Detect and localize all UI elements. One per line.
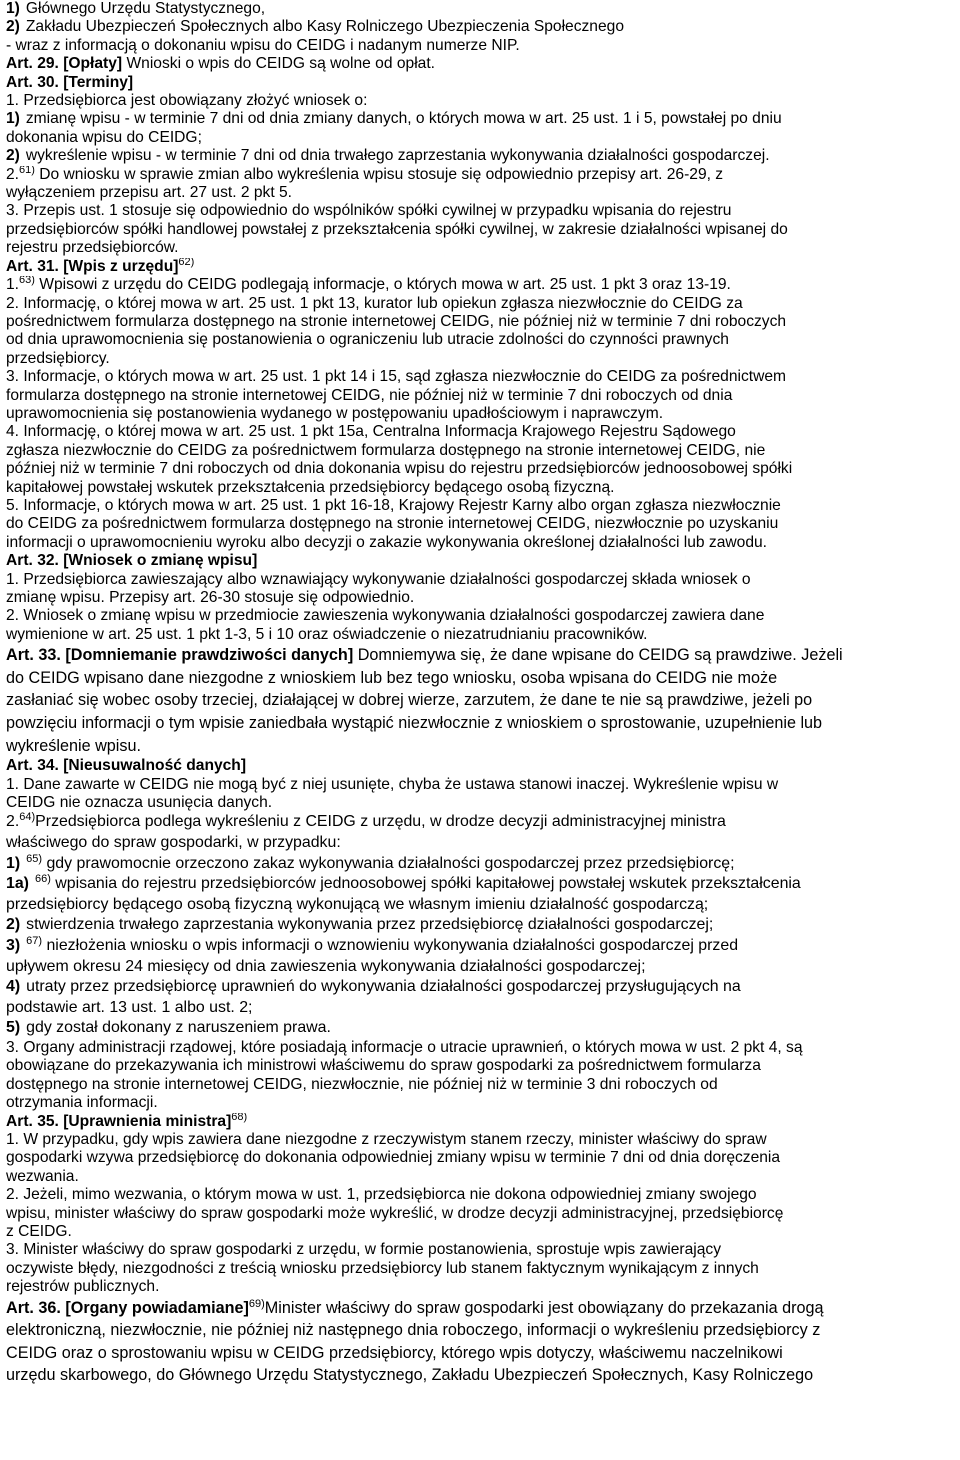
line-text: - wraz z informacją o dokonaniu wpisu do CEIDG i nadanym numerze NIP.	[6, 36, 520, 54]
footnote-ref: 67)	[26, 935, 43, 947]
line-text-continued: Do wniosku w sprawie zmian albo wykreślenia wpisu stosuje się odpowiednio przepisy art. 26-29, z	[34, 165, 724, 183]
line-text: CEIDG oraz o sprostowaniu wpisu w CEIDG przedsiębiorcy, którego wpis dotyczy, właściwemu naczelnikowi	[6, 1343, 783, 1362]
article-heading: Art. 29. [Opłaty]	[6, 55, 123, 73]
footnote-ref: 62)	[178, 257, 195, 268]
line-text: obowiązane do przekazywania ich ministrowi właściwemu do spraw gospodarki za pośrednictwem formularza	[6, 1057, 761, 1075]
list-marker: 2)	[6, 147, 20, 165]
text-line	[6, 202, 954, 220]
list-marker: 2)	[6, 916, 21, 934]
text-line	[6, 1205, 954, 1223]
text-line	[6, 0, 954, 18]
text-line	[6, 1297, 954, 1320]
text-line	[6, 794, 954, 812]
text-line	[6, 147, 954, 165]
line-text-continued: Przedsiębiorca podlega wykreśleniu z CEIDG z urzędu, w drodze decyzji administracyjnej ministra	[35, 813, 726, 831]
line-text-continued: Wpisowi z urzędu do CEIDG podlegają informacje, o których mowa w art. 25 ust. 1 pkt 3 oraz 13-19.	[34, 276, 731, 294]
text-line	[6, 957, 954, 978]
text-line	[6, 757, 954, 775]
line-text: dokonania wpisu do CEIDG;	[6, 128, 202, 146]
footnote-ref: 63)	[19, 276, 35, 287]
text-line	[6, 1319, 954, 1342]
line-text: wykreślenie wpisu - w terminie 7 dni od dnia trwałego zaprzestania wykonywania działalności gospodarczej.	[25, 147, 770, 165]
line-text: 2. Informację, o której mowa w art. 25 ust. 1 pkt 13, kurator lub opiekun zgłasza niezwłocznie do CEIDG za	[6, 294, 743, 312]
text-line	[6, 915, 954, 936]
text-line	[6, 184, 954, 202]
line-text: przedsiębiorców spółki handlowej powstałej z przekształcenia spółki cywilnej, w zakresie działalności wpisanej do	[6, 220, 788, 238]
footnote-ref: 69)	[248, 1297, 265, 1310]
text-line	[6, 735, 954, 758]
line-text: zasłaniać się wobec osoby trzeciej, działającej w dobrej wierze, zarzutem, że dane te nie są prawdziwe, jeżeli po	[6, 691, 813, 710]
text-line	[6, 1057, 954, 1075]
line-text: Wnioski o wpis do CEIDG są wolne od opłat.	[122, 55, 435, 73]
footnote-ref: 66)	[34, 874, 51, 886]
text-line	[6, 1168, 954, 1186]
line-text: wezwania.	[6, 1167, 79, 1185]
line-text: zmianę wpisu. Przepisy art. 26-30 stosuje się odpowiednio.	[6, 589, 415, 606]
text-line	[6, 667, 954, 690]
line-text: zgłasza niezwłocznie do CEIDG za pośrednictwem formularza dostępnego na stronie internetowej CEIDG, nie	[6, 441, 766, 459]
footnote-ref: 64)	[19, 812, 36, 824]
text-line	[6, 239, 954, 257]
line-text: 1.	[6, 276, 20, 294]
text-line	[6, 350, 954, 368]
text-line	[6, 497, 954, 515]
list-marker: 2)	[6, 18, 20, 36]
article-heading: Art. 32. [Wniosek o zmianę wpisu]	[6, 552, 258, 570]
line-text: podstawie art. 13 ust. 1 albo ust. 2;	[6, 998, 253, 1016]
line-text: wykreślenie wpisu.	[6, 736, 141, 755]
line-text: Głównego Urzędu Statystycznego,	[25, 0, 266, 17]
text-line	[6, 712, 954, 735]
list-marker: 5)	[6, 1019, 21, 1037]
line-text: CEIDG nie oznacza usunięcia danych.	[6, 794, 273, 811]
list-marker: 1)	[6, 0, 20, 17]
line-text: pośrednictwem formularza dostępnego na stronie internetowej CEIDG, nie później niż w terminie 7 dni roboczych	[6, 312, 787, 330]
list-marker: 4)	[6, 978, 21, 996]
line-text: 1. Dane zawarte w CEIDG nie mogą być z niej usunięte, chyba że ustawa stanowi inaczej. Wykreślenie wpisu w	[6, 775, 779, 793]
text-line	[6, 460, 954, 478]
line-text: 2. Jeżeli, mimo wezwania, o którym mowa w ust. 1, przedsiębiorca nie dokona odpowiedniej zmiany swojego	[6, 1186, 757, 1204]
text-line	[6, 1223, 954, 1241]
line-text: przedsiębiorcy.	[6, 349, 110, 367]
text-line	[6, 1076, 954, 1094]
text-line	[6, 1241, 954, 1259]
line-text: 3. Informacje, o których mowa w art. 25 ust. 1 pkt 14 i 15, sąd zgłasza niezwłocznie do CEIDG za pośrednictwem	[6, 368, 787, 386]
text-line	[6, 92, 954, 110]
line-text: otrzymania informacji.	[6, 1094, 158, 1112]
text-line	[6, 258, 954, 276]
line-text: wyłączeniem przepisu art. 27 ust. 2 pkt 5.	[6, 184, 293, 202]
line-text: 1. Przedsiębiorca zawieszający albo wznawiający wykonywanie działalności gospodarczej składa wniosek o	[6, 570, 751, 588]
article-heading: Art. 33. [Domniemanie prawdziwości danych]	[6, 646, 354, 665]
text-line	[6, 221, 954, 239]
line-text: 1. W przypadku, gdy wpis zawiera dane niezgodne z rzeczywistym stanem rzeczy, minister właściwy do spraw	[6, 1130, 767, 1148]
text-line	[6, 166, 954, 184]
text-line	[6, 1131, 954, 1149]
text-line	[6, 1260, 954, 1278]
text-line	[6, 515, 954, 533]
text-line	[6, 833, 954, 854]
list-marker: 1)	[6, 854, 21, 872]
text-line	[6, 1113, 954, 1131]
text-line	[6, 1094, 954, 1112]
text-line	[6, 644, 954, 667]
line-text: rejestrów publicznych.	[6, 1278, 160, 1296]
line-text: formularza dostępnego na stronie internetowej CEIDG, nie później niż w terminie 7 dni roboczych od dnia	[6, 386, 733, 404]
text-line	[6, 1186, 954, 1204]
line-text: przedsiębiorcy będącego osobą fizyczną wykonującą we własnym imieniu działalność gospodarczą;	[6, 895, 709, 913]
text-line	[6, 534, 954, 552]
text-line	[6, 895, 954, 916]
line-text: 1. Przedsiębiorca jest obowiązany złożyć wniosek o:	[6, 92, 368, 110]
text-line	[6, 368, 954, 386]
line-text: informacji o uprawomocnieniu wyroku albo decyzji o zakazie wykonywania określonej działalności lub zawodu.	[6, 533, 768, 551]
text-line	[6, 405, 954, 423]
text-line	[6, 479, 954, 497]
line-text: do CEIDG wpisano dane niezgodne z wnioskiem lub bez tego wniosku, osoba wpisana do CEIDG nie może	[6, 668, 778, 687]
line-text: 5. Informacje, o których mowa w art. 25 ust. 1 pkt 16-18, Krajowy Rejestr Karny albo organ zgłasza niezwłocznie	[6, 496, 781, 514]
text-line	[6, 110, 954, 128]
text-line	[6, 589, 954, 607]
text-line	[6, 18, 954, 36]
line-text: właściwego do spraw gospodarki, w przypadku:	[6, 834, 341, 851]
text-line	[6, 936, 954, 957]
line-text: od dnia uprawomocnienia się postanowienia o ograniczeniu lub utracie zdolności do czynności prawnych	[6, 331, 729, 349]
line-text-continued: gdy prawomocnie orzeczono zakaz wykonywania działalności gospodarczej przez przedsiębiorcę;	[42, 854, 735, 872]
line-text: kapitałowej powstałej wskutek przekształcenia przedsiębiorcy będącego osobą fizyczną.	[6, 478, 615, 496]
text-line	[6, 55, 954, 73]
article-heading: Art. 35. [Uprawnienia ministra]	[6, 1112, 232, 1130]
line-text: 2. Wniosek o zmianę wpisu w przedmiocie zawieszenia wykonywania działalności gospodarczej zawiera dane	[6, 607, 765, 625]
text-line	[6, 1278, 954, 1296]
line-text: urzędu skarbowego, do Głównego Urzędu Statystycznego, Zakładu Ubezpieczeń Społecznych, Kasy Rolniczego	[6, 1366, 814, 1385]
text-line	[6, 776, 954, 794]
text-line	[6, 1342, 954, 1365]
text-line	[6, 998, 954, 1019]
line-text-continued: Minister właściwy do spraw gospodarki jest obowiązany do przekazania drogą	[264, 1298, 824, 1317]
line-text-continued: wpisania do rejestru przedsiębiorców jednoosobowej spółki kapitałowej powstałej wskutek przekształcenia	[50, 875, 801, 893]
text-line	[6, 129, 954, 147]
text-line	[6, 442, 954, 460]
line-text: wpisu, minister właściwy do spraw gospodarki może wykreślić, w drodze decyzji administracyjnej, przedsiębiorcę	[6, 1204, 784, 1222]
list-marker: 1a)	[6, 875, 29, 893]
line-text: 3. Przepis ust. 1 stosuje się odpowiednio do wspólników spółki cywilnej w przypadku wpisania do rejestru	[6, 202, 732, 220]
text-line	[6, 74, 954, 92]
text-line	[6, 1149, 954, 1167]
line-text: powzięciu informacji o tym wpisie zaniedbała wystąpić niezwłocznie z wnioskiem o sprostowanie, uzupełnienie lub	[6, 714, 823, 732]
text-line	[6, 552, 954, 570]
line-text: Zakładu Ubezpieczeń Społecznych albo Kasy Rolniczego Ubezpieczenia Społecznego	[25, 18, 624, 36]
footnote-ref: 68)	[231, 1112, 248, 1123]
line-text: elektroniczną, niezwłocznie, nie później niż następnego dnia roboczego, informacji o wykreśleniu przedsiębiorcy z	[6, 1321, 821, 1340]
text-line	[6, 607, 954, 625]
text-line	[6, 387, 954, 405]
text-line	[6, 812, 954, 833]
line-text: 3. Organy administracji rządowej, które posiadają informacje o utracie uprawnień, o których mowa w ust. 2 pkt 4, są	[6, 1038, 803, 1056]
list-marker: 1)	[6, 110, 20, 128]
text-line	[6, 1018, 954, 1039]
text-line	[6, 37, 954, 55]
text-line	[6, 1039, 954, 1057]
footnote-ref: 61)	[19, 165, 35, 176]
article-heading: Art. 30. [Terminy]	[6, 73, 134, 91]
line-text: do CEIDG za pośrednictwem formularza dostępnego na stronie internetowej CEIDG, niezwłocznie po uzyskaniu	[6, 515, 779, 533]
article-heading: Art. 36. [Organy powiadamiane]	[6, 1298, 249, 1317]
text-line	[6, 977, 954, 998]
line-text: rejestru przedsiębiorców.	[6, 239, 179, 257]
text-line	[6, 295, 954, 313]
text-line	[6, 423, 954, 441]
text-line	[6, 1364, 954, 1387]
line-text: stwierdzenia trwałego zaprzestania wykonywania przez przedsiębiorcę działalności gospodarczej;	[26, 916, 714, 934]
line-text: 3. Minister właściwy do spraw gospodarki z urzędu, w formie postanowienia, sprostuje wpis zawierający	[6, 1241, 722, 1259]
text-line	[6, 571, 954, 589]
line-text: 2.	[6, 813, 20, 831]
line-text: z CEIDG.	[6, 1223, 72, 1240]
line-text: 2.	[6, 165, 20, 183]
text-line	[6, 874, 954, 895]
line-text: upływem okresu 24 miesięcy od dnia zawieszenia wykonywania działalności gospodarczej;	[6, 957, 646, 975]
line-text: gospodarki wzywa przedsiębiorcę do dokonania odpowiedniej zmiany wpisu w terminie 7 dni od dnia doręczenia	[6, 1149, 781, 1167]
list-marker: 3)	[6, 936, 21, 954]
article-heading: Art. 34. [Nieusuwalność danych]	[6, 757, 247, 775]
text-line	[6, 854, 954, 875]
line-text: uprawomocnienia się postanowienia wydanego w postępowaniu upadłościowym i naprawczym.	[6, 404, 664, 422]
line-text: utraty przez przedsiębiorcę uprawnień do wykonywania działalności gospodarczej przysługujących na	[26, 978, 741, 996]
line-text: zmianę wpisu - w terminie 7 dni od dnia zmiany danych, o których mowa w art. 25 ust. 1 i 5, powstałej po dniu	[25, 110, 782, 128]
text-line	[6, 331, 954, 349]
footnote-ref: 65)	[26, 853, 43, 865]
line-text: wymienione w art. 25 ust. 1 pkt 1-3, 5 i 10 oraz oświadczenie o niezatrudnianiu pracowników.	[6, 625, 648, 643]
line-text: 4. Informację, o której mowa w art. 25 ust. 1 pkt 15a, Centralna Informacja Krajowego Rejestru Sądowego	[6, 423, 736, 441]
text-line	[6, 689, 954, 712]
text-line	[6, 313, 954, 331]
line-text-continued: niezłożenia wniosku o wpis informacji o wznowieniu wykonywania działalności gospodarczej przed	[42, 936, 739, 954]
line-text: Domniemywa się, że dane wpisane do CEIDG są prawdziwe. Jeżeli	[353, 646, 843, 665]
line-text: gdy został dokonany z naruszeniem prawa.	[26, 1019, 331, 1037]
line-text: oczywiste błędy, niezgodności z treścią wniosku przedsiębiorcy lub stanem faktycznym wynikającym z innych	[6, 1259, 759, 1277]
text-line	[6, 276, 954, 294]
article-heading: Art. 31. [Wpis z urzędu]	[6, 257, 179, 275]
text-line	[6, 626, 954, 644]
line-text: później niż w terminie 7 dni roboczych od dnia dokonania wpisu do rejestru przedsiębiorców jednoosobowej spółki	[6, 460, 793, 478]
line-text: dostępnego na stronie internetowej CEIDG, niezwłocznie, nie później niż w terminie 3 dni roboczych od	[6, 1075, 718, 1093]
